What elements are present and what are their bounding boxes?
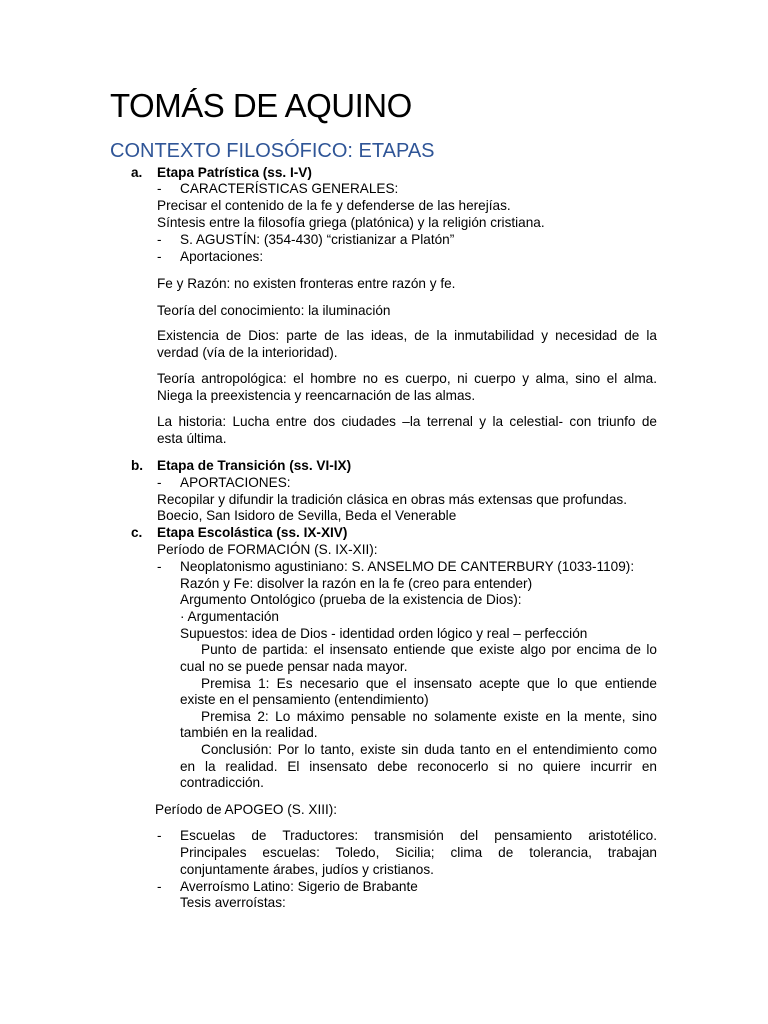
text-line: Fe y Razón: no existen fronteras entre razón y fe. [157, 276, 456, 291]
dash-bullet: - [157, 475, 162, 490]
text-line: verdad (vía de la interioridad). [157, 345, 338, 360]
dash-bullet: - [157, 828, 162, 843]
list-letter-b: b. [131, 458, 144, 473]
text-line: Existencia de Dios: parte de las ideas, de la inmutabilidad y necesidad de la [157, 328, 657, 343]
text-line: Punto de partida: el insensato entiende que existe algo por encima de lo [201, 642, 657, 657]
text-line: Teoría del conocimiento: la iluminación [157, 303, 391, 318]
text-line: Premisa 1: Es necesario que el insensato acepte que lo que entiende [201, 676, 657, 691]
section-subtitle: CONTEXTO FILOSÓFICO: ETAPAS [110, 140, 435, 162]
apogeo-label: Período de APOGEO (S. XIII): [155, 802, 338, 817]
text-line: · Argumentación [180, 609, 279, 624]
list-letter-a: a. [131, 165, 143, 180]
caracteristicas-label: CARACTERÍSTICAS GENERALES: [180, 181, 399, 196]
text-line: contradicción. [180, 775, 264, 790]
text-line: Escuelas de Traductores: transmisión del pensamiento aristotélico. [180, 828, 657, 843]
aportaciones-label: Aportaciones: [180, 249, 264, 264]
section-c-heading: Etapa Escolástica (ss. IX-XIV) [157, 525, 348, 540]
text-line: Supuestos: idea de Dios - identidad orden lógico y real – perfección [180, 626, 588, 641]
dash-bullet: - [157, 249, 162, 264]
text-line: Argumento Ontológico (prueba de la existencia de Dios): [180, 592, 522, 607]
text-line: Niega la preexistencia y reencarnación de las almas. [157, 388, 476, 403]
text-line: Tesis averroístas: [180, 895, 286, 910]
dash-bullet: - [157, 879, 162, 894]
text-line: Recopilar y difundir la tradición clásica en obras más extensas que profundas. [157, 492, 627, 507]
dash-bullet: - [157, 232, 162, 247]
document-title: TOMÁS DE AQUINO [110, 87, 412, 124]
text-line: en la realidad. El insensato debe reconocerlo si no quiere incurrir en [180, 759, 657, 774]
text-line: también en la realidad. [180, 725, 318, 740]
text-line: Precisar el contenido de la fe y defenderse de las herejías. [157, 198, 511, 213]
text-line: Averroísmo Latino: Sigerio de Brabante [180, 879, 418, 894]
formacion-label: Período de FORMACIÓN (S. IX-XII): [157, 542, 378, 557]
text-line: cual no se puede pensar nada mayor. [180, 659, 408, 674]
text-line: Teoría antropológica: el hombre no es cuerpo, ni cuerpo y alma, sino el alma. [157, 371, 657, 386]
text-line: Boecio, San Isidoro de Sevilla, Beda el Venerable [157, 508, 457, 523]
text-line: conjuntamente árabes, judíos y cristianos. [180, 862, 434, 877]
text-line: Principales escuelas: Toledo, Sicilia; clima de tolerancia, trabajan [180, 845, 657, 860]
dash-bullet: - [157, 181, 162, 196]
text-line: Neoplatonismo agustiniano: S. ANSELMO DE CANTERBURY (1033-1109): [180, 559, 635, 574]
aportaciones-label: APORTACIONES: [180, 475, 291, 490]
agustin-line: S. AGUSTÍN: (354-430) “cristianizar a Platón” [180, 232, 455, 247]
section-b-heading: Etapa de Transición (ss. VI-IX) [157, 458, 352, 473]
text-line: existe en el pensamiento (entendimiento) [180, 692, 429, 707]
list-letter-c: c. [131, 525, 143, 540]
text-line: Razón y Fe: disolver la razón en la fe (creo para entender) [180, 576, 533, 591]
text-line: Conclusión: Por lo tanto, existe sin duda tanto en el entendimiento como [201, 742, 657, 757]
dash-bullet: - [157, 559, 162, 574]
text-line: La historia: Lucha entre dos ciudades –la terrenal y la celestial- con triunfo de [157, 414, 657, 429]
text-line: esta última. [157, 431, 227, 446]
text-line: Premisa 2: Lo máximo pensable no solamente existe en la mente, sino [201, 709, 657, 724]
section-a-heading: Etapa Patrística (ss. I-V) [157, 165, 312, 180]
text-line: Síntesis entre la filosofía griega (platónica) y la religión cristiana. [157, 215, 545, 230]
